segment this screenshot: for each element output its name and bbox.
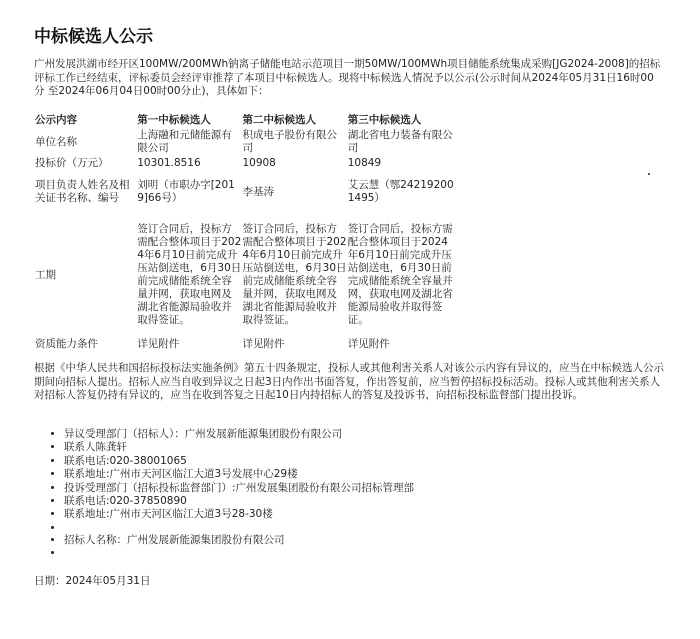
list-item: • 联系人陈龚轩 <box>64 441 414 454</box>
table-cell: 签订合同后，投标方需配合整体项目于2024年6月10日前完成升压站倒送电，6月30日前完成储能系统全容量并网，获取电网及湖北省能源局验收并取得签证。 <box>242 223 347 326</box>
list-item: • 招标人名称：广州发展新能源集团股份有限公司 <box>64 534 414 547</box>
table-cell: 湖北省电力装备有限公司 <box>347 129 453 154</box>
table-cell: 签订合同后，投标方需配合整体项目于2024年6月10日前完成升压站倒送电，6月30日前完成储能系统全容量并网，获取电网及湖北省能源局验收并取得签证。 <box>347 223 453 326</box>
candidate-table <box>34 112 454 352</box>
intro-paragraph: 广州发展洪湖市经开区100MW/200MWh钠离子储能电站示范项目一期50MW/100MWh项目储能系统集成采购[JG2024-2008]的招标评标工作已经结束，评标委员会经评审推荐了本项目中标候选人。现将中标候选人情况予以公示(公示时间从2024年05月31日16时00分 至2024年06月04日00时00分止)，具体如下： <box>34 58 661 97</box>
row-label: 单位名称 <box>35 135 77 148</box>
list-item: • 联系地址:广州市天河区临江大道3号发展中心29楼 <box>64 468 414 481</box>
table-cell: 上海融和元储能源有限公司 <box>137 129 232 154</box>
row-label: 投标价（万元） <box>35 157 109 169</box>
row-label: 工期 <box>35 268 56 281</box>
table-header-cell: 公示内容 <box>35 113 77 126</box>
list-item <box>64 547 414 559</box>
list-item <box>64 522 414 534</box>
table-cell: 10908 <box>242 157 276 169</box>
objection-notice: 根据《中华人民共和国招标投标法实施条例》第五十四条规定，投标人或其他利害关系人对该公示内容有异议的，应当在中标候选人公示期间向招标人提出。招标人应当自收到异议之日起3日内作出书面答复，作出答复前，应当暂停招标投标活动。投标人或其他利害关系人对招标人答复仍持有异议的，应当在收到答复之日起10日内持招标人的答复及投诉书，向招标投标监督部门提出投诉。 <box>34 362 664 401</box>
table-header-cell: 第一中标候选人 <box>137 113 211 126</box>
list-item: • 联系地址:广州市天河区临江大道3号28-30楼 <box>64 508 414 521</box>
table-cell: 艾云慧（鄂242192001495） <box>347 179 454 204</box>
attachment-link[interactable]: 详见附件 <box>242 338 285 350</box>
attachment-link[interactable]: 详见附件 <box>137 338 180 350</box>
table-cell: 签订合同后，投标方需配合整体项目于2024年6月10日前完成升压站倒送电，6月30日前完成储能系统全容量并网，获取电网及湖北省能源局验收并取得签证。 <box>137 223 242 326</box>
table-row <box>34 171 454 213</box>
table-header-cell: 第二中标候选人 <box>242 113 316 126</box>
attachment-link[interactable]: 详见附件 <box>347 338 390 350</box>
table-header-cell: 第三中标候选人 <box>347 113 422 126</box>
page-title: 中标候选人公示 <box>34 27 153 47</box>
table-header-row <box>34 112 454 128</box>
list-item: • 投诉受理部门（招标投标监督部门）:广州发展集团股份有限公司招标管理部 <box>64 482 414 495</box>
publish-date: 日期：2024年05月31日 <box>34 575 151 587</box>
contact-list <box>34 428 414 559</box>
list-item: • 异议受理部门（招标人）：广州发展新能源集团股份有限公司 <box>64 428 414 441</box>
table-cell: 积成电子股份有限公司 <box>242 129 337 154</box>
table-row <box>34 337 454 352</box>
row-label: 项目负责人姓名及相关证书名称、编号 <box>35 179 130 204</box>
table-cell: 李基涛 <box>242 185 274 198</box>
list-item: • 联系电话:020-38001065 <box>64 455 414 468</box>
table-row <box>34 156 454 171</box>
table-cell: 10849 <box>347 157 382 169</box>
table-row <box>34 128 454 156</box>
table-cell: 10301.8516 <box>137 157 201 169</box>
list-item: • 联系电话:020-37850890 <box>64 495 414 508</box>
table-row <box>34 213 454 337</box>
row-label: 资质能力条件 <box>35 338 98 350</box>
stray-dot <box>648 173 650 175</box>
table-cell: 刘明（市职办字[2019]66号） <box>137 179 235 204</box>
